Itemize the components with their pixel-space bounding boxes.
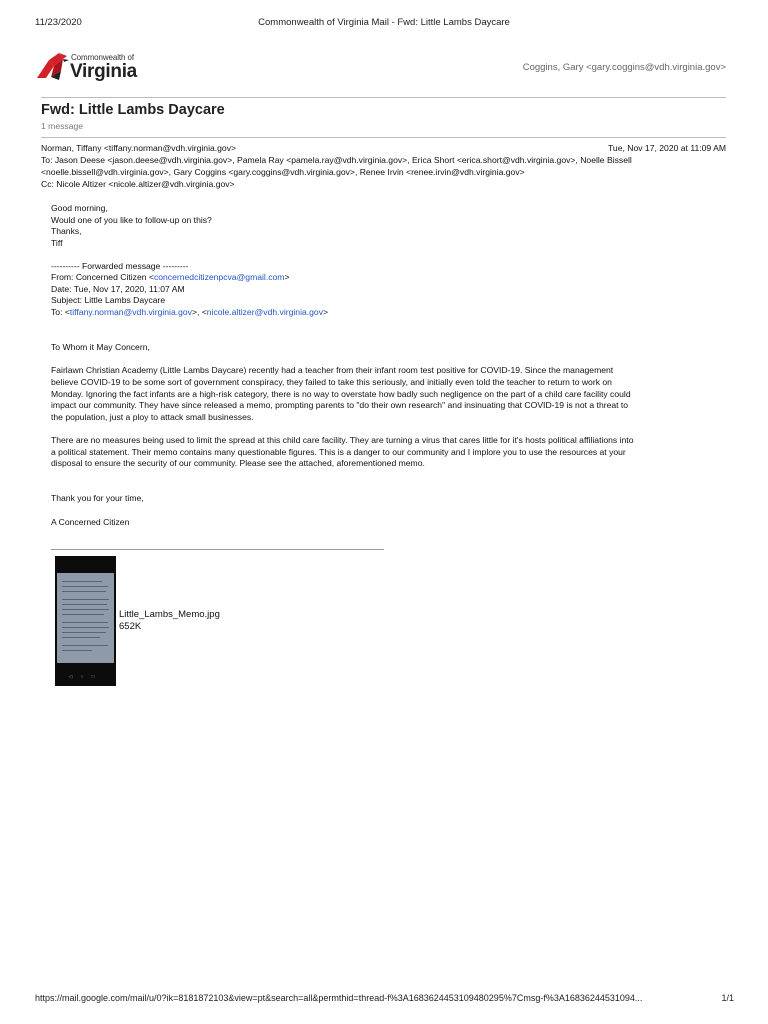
recipients-line-1: To: Jason Deese <jason.deese@vdh.virginia.gov>, Pamela Ray <pamela.ray@vdh.virginia.gov>, Erica Short <erica.short@vdh.virginia.gov>, Noelle Bissell — [41, 155, 632, 165]
divider — [41, 137, 726, 138]
print-footer-url: https://mail.google.com/mail/u/0?ik=8181872103&view=pt&search=all&permthid=thread-f%3A1683624453109480295%7Cmsg-f%3A16836244531094... — [35, 993, 643, 1003]
from-email-link[interactable]: concernedcitizenpcva@gmail.com — [153, 272, 285, 282]
forwarded-date: Date: Tue, Nov 17, 2020, 11:07 AM — [51, 284, 185, 294]
signature: A Concerned Citizen — [51, 517, 130, 527]
forwarded-marker: ---------- Forwarded message --------- — [51, 261, 189, 271]
greeting-line: Tiff — [51, 238, 63, 248]
forwarded-from: From: Concerned Citizen <concernedcitizenpcva@gmail.com> — [51, 272, 290, 282]
to-email-link[interactable]: nicole.altizer@vdh.virginia.gov — [206, 307, 323, 317]
phone-nav-icons: ◁○□ — [68, 674, 103, 680]
message-count: 1 message — [41, 121, 84, 131]
paragraph-line: impact our community. They have since released a memo, prompting parents to "do their own research" and insinuating that COVID-19 is not a threat to — [51, 400, 629, 410]
account-email: Coggins, Gary <gary.coggins@vdh.virginia.gov> — [522, 62, 726, 73]
print-date: 11/23/2020 — [35, 17, 82, 28]
to-email-link[interactable]: tiffany.norman@vdh.virginia.gov — [69, 307, 192, 317]
attachment-name[interactable]: Little_Lambs_Memo.jpg — [119, 609, 220, 620]
sent-date: Tue, Nov 17, 2020 at 11:09 AM — [608, 143, 726, 153]
sender: Norman, Tiffany <tiffany.norman@vdh.virginia.gov> — [41, 143, 237, 153]
cardinal-icon — [37, 51, 71, 81]
thread-subject: Fwd: Little Lambs Daycare — [41, 102, 225, 118]
cc-line: Cc: Nicole Altizer <nicole.altizer@vdh.virginia.gov> — [41, 179, 235, 189]
greeting-line: Would one of you like to follow-up on this? — [51, 215, 212, 225]
forwarded-to: To: <tiffany.norman@vdh.virginia.gov>, <nicole.altizer@vdh.virginia.gov> — [51, 307, 329, 317]
paragraph-line: Monday. Ignoring the fact infants are a high-risk category, there is no way to overstate how badly such negligence on the part of a child care facility could — [51, 389, 631, 399]
print-title: Commonwealth of Virginia Mail - Fwd: Little Lambs Daycare — [258, 17, 510, 28]
paragraph-line: a political statement. Their memo contains many questionable figures. This is a danger to our community and I implore you to use the resources at your — [51, 447, 626, 457]
closing: Thank you for your time, — [51, 493, 144, 503]
attachment-size: 652K — [119, 621, 142, 632]
attachment-divider — [51, 549, 384, 550]
forwarded-subject: Subject: Little Lambs Daycare — [51, 295, 166, 305]
greeting-line: Thanks, — [51, 226, 82, 236]
virginia-logo[interactable] — [37, 51, 147, 85]
greeting-line: Good morning, — [51, 203, 108, 213]
paragraph-line: There are no measures being used to limit the spread at this child care facility. They are turning a virus that cares little for it's hosts political affiliations into — [51, 435, 634, 445]
logo-line1: Commonwealth of — [71, 53, 134, 62]
paragraph-line: believe COVID-19 to be some sort of government conspiracy, they failed to take this seriously, and initially even told the teacher to return to work on — [51, 377, 612, 387]
print-page-number: 1/1 — [721, 993, 734, 1003]
paragraph-line: the population, just a ploy to attack small businesses. — [51, 412, 254, 422]
memo-preview-image — [57, 573, 114, 663]
paragraph-line: Fairlawn Christian Academy (Little Lambs Daycare) recently had a teacher from their infant room test positive for COVID-19. Since the management — [51, 365, 614, 375]
salutation: To Whom it May Concern, — [51, 342, 150, 352]
logo-line2: Virginia — [70, 61, 137, 82]
recipients-line-2: <noelle.bissell@vdh.virginia.gov>, Gary Coggins <gary.coggins@vdh.virginia.gov>, Renee Irvin <renee.irvin@vdh.virginia.gov> — [41, 167, 525, 177]
paragraph-line: disposal to ensure the security of our community. Please see the attached, aforementioned memo. — [51, 458, 425, 468]
attachment-thumbnail[interactable] — [55, 556, 116, 686]
divider — [41, 97, 726, 98]
